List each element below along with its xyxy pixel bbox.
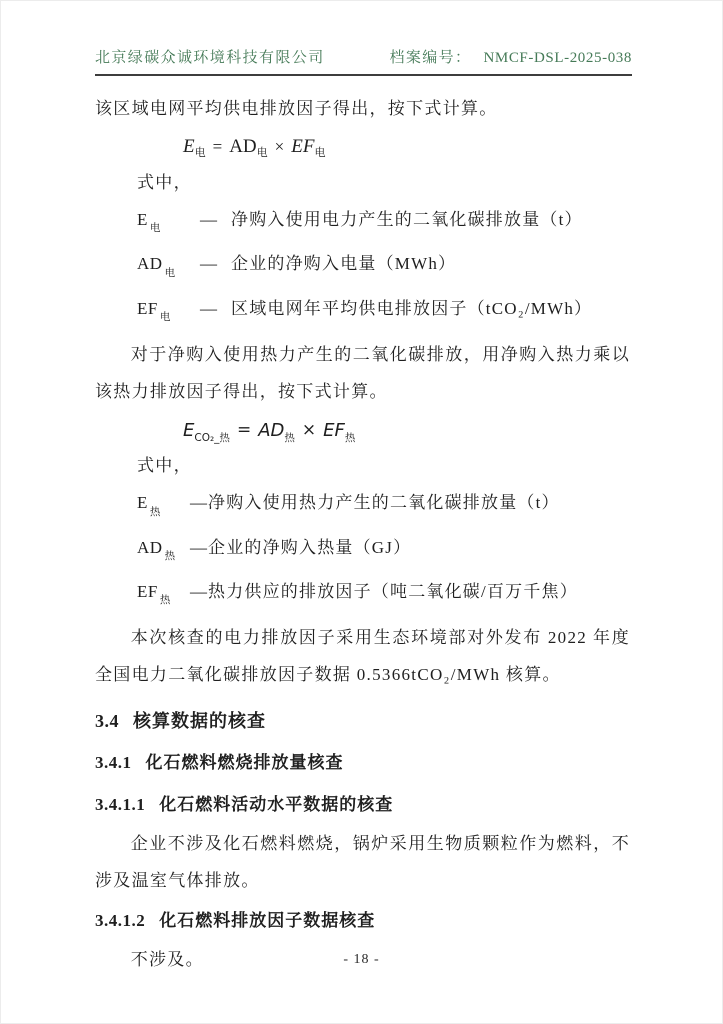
formula-elec-E: E — [183, 136, 195, 157]
paragraph-not-applicable: 不涉及。 — [130, 950, 204, 970]
page-footer — [0, 952, 723, 968]
definition-list-heat — [95, 484, 630, 617]
formula-heat-E-sub: CO₂_热 — [194, 431, 230, 444]
paragraph-emission-factor: 本次核查的电力排放因子采用生态环境部对外发布 2022 年度全国电力二氧化碳排放因子数据 0.5366tCO₂/MWh 核算。 — [95, 628, 630, 685]
header-company-name: 北京绿碳众诚环境科技有限公司 — [95, 50, 325, 66]
formula-elec-AD: AD — [229, 136, 257, 157]
heading-3-4-1 — [95, 743, 630, 783]
formula-elec-E-sub: 电 — [194, 147, 206, 159]
def-description: 净购入使用热力产生的二氧化碳排放量（t） — [208, 493, 560, 513]
paragraph-heat: 对于净购入使用热力产生的二氧化碳排放，用净购入热力乘以该热力排放因子得出，按下式计算。 — [95, 345, 630, 402]
heading-number: 3.4.1.1 — [95, 795, 146, 815]
def-dash: — — [200, 210, 217, 229]
heading-3-4 — [95, 701, 630, 741]
page-header — [95, 0, 632, 76]
heading-number: 3.4.1.2 — [95, 911, 146, 931]
formula-heat-AD-sub: 热 — [284, 431, 295, 444]
definition-row — [95, 290, 630, 334]
def-term: AD $_热$ — [137, 537, 176, 562]
definition-row — [95, 245, 630, 289]
heading-number: 3.4 — [95, 711, 119, 732]
heading-title: 核算数据的核查 — [133, 711, 266, 732]
def-description: 净购入使用电力产生的二氧化碳排放量（t） — [231, 210, 583, 229]
heading-3-4-1-1 — [95, 785, 630, 825]
equals-sign: = — [212, 137, 223, 156]
multiply-sign: × — [274, 137, 285, 156]
def-dash: — — [190, 537, 207, 557]
formula-elec-EF-sub: 电 — [314, 147, 326, 159]
def-dash: — — [190, 581, 207, 601]
def-description: 企业的净购入热量（GJ） — [208, 537, 412, 557]
header-archive — [389, 46, 632, 67]
where-label-1: 式中， — [137, 173, 192, 192]
def-description: 热力供应的排放因子（吨二氧化碳/百万千焦） — [208, 581, 578, 601]
archive-label: 档案编号： — [389, 50, 472, 66]
definition-list-electricity — [95, 201, 630, 334]
def-description: 企业的净购入电量（MWh） — [231, 254, 457, 274]
formula-heat-AD: AD — [258, 419, 285, 441]
document-body — [0, 90, 723, 978]
def-term: EF $_电$ — [137, 298, 171, 324]
archive-number: NMCF-DSL-2025-038 — [483, 50, 632, 66]
formula-heat — [183, 414, 630, 446]
formula-heat-EF-sub: 热 — [344, 431, 356, 444]
definition-row — [95, 201, 630, 245]
def-dash: — — [200, 298, 217, 318]
def-dash: — — [190, 493, 207, 513]
formula-elec-AD-sub: 电 — [256, 147, 268, 159]
formula-heat-E: E — [183, 419, 195, 441]
paragraph-grid-factor: 该区域电网平均供电排放因子得出，按下式计算。 — [95, 99, 498, 118]
where-label-2: 式中， — [137, 456, 192, 476]
definition-row — [95, 484, 630, 528]
heading-title: 化石燃料活动水平数据的核查 — [159, 795, 394, 815]
multiply-sign: × — [301, 420, 317, 441]
formula-elec-EF: EF — [291, 136, 315, 157]
def-term: E $_电$ — [137, 210, 161, 235]
def-description: 区域电网年平均供电排放因子（tCO₂/MWh） — [231, 298, 593, 318]
def-term: EF $_热$ — [137, 581, 171, 607]
definition-row — [95, 573, 630, 617]
heading-title: 化石燃料燃烧排放量核查 — [145, 753, 344, 773]
def-term: AD $_电$ — [137, 254, 176, 279]
heading-3-4-1-2 — [95, 901, 630, 941]
formula-heat-EF: EF — [323, 419, 345, 441]
paragraph-no-fossil: 企业不涉及化石燃料燃烧，锅炉采用生物质颗粒作为燃料，不涉及温室气体排放。 — [95, 834, 630, 891]
heading-title: 化石燃料排放因子数据核查 — [159, 911, 376, 931]
equals-sign: = — [236, 420, 252, 441]
def-term: E $_热$ — [137, 493, 161, 518]
heading-number: 3.4.1 — [95, 753, 132, 773]
page-number: - 18 - — [343, 952, 380, 967]
definition-row — [95, 529, 630, 573]
formula-electricity — [183, 131, 630, 163]
def-dash: — — [200, 254, 217, 274]
